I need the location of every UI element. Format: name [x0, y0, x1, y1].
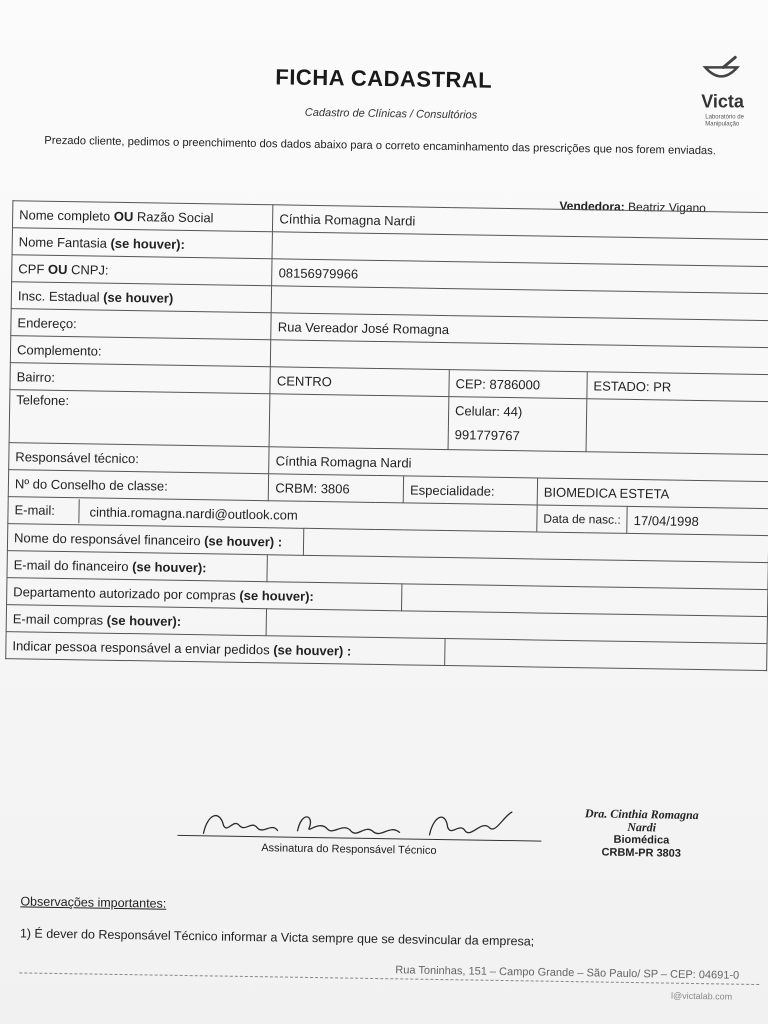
telefone-label: Telefone:	[9, 390, 270, 447]
telefone-field[interactable]	[269, 394, 448, 450]
stamp-name: Dra. Cinthia Romagna Nardi	[584, 806, 699, 835]
especialidade-label: Especialidade:	[403, 476, 537, 505]
celular-prefix: Celular: 44)	[454, 403, 523, 420]
observations-heading: Observações importantes:	[20, 894, 167, 911]
intro-text: Prezado cliente, pedimos o preenchimento dos dados abaixo para o correto encaminhamento das prescrições que nos forem enviadas.	[44, 134, 717, 158]
nasc-field[interactable]: 17/04/1998	[627, 506, 768, 535]
email-fin-label: E-mail do financeiro (se houver):	[7, 551, 268, 582]
page-title: FICHA CADASTRAL	[275, 64, 493, 93]
estado-field[interactable]: ESTADO: PR	[587, 372, 768, 402]
endereco-field[interactable]: Rua Vereador José Romagna	[271, 313, 768, 348]
nasc-label: Data de nasc.:	[537, 505, 628, 533]
bairro-field[interactable]: CENTRO	[270, 367, 449, 397]
responsavel-field[interactable]: Cínthia Romagna Nardi	[269, 447, 768, 482]
vendedora-value: Beatriz Vigano	[627, 199, 707, 216]
stamp-title: Biomédica	[613, 833, 670, 847]
professional-stamp	[571, 807, 712, 861]
signature-block	[173, 797, 544, 863]
email-compras-label: E-mail compras (se houver):	[6, 605, 267, 636]
nome-label: Nome completo OU Razão Social	[12, 201, 273, 232]
vendedora-label: Vendedora:	[559, 198, 625, 214]
especialidade-field[interactable]: BIOMEDICA ESTETA	[537, 478, 768, 509]
cpf-label: CPF OU CNPJ:	[12, 255, 273, 286]
page-subtitle: Cadastro de Clínicas / Consultórios	[304, 106, 478, 122]
logo-word: Victa	[701, 91, 744, 112]
conselho-field[interactable]: CRBM: 3806	[269, 474, 404, 503]
celular-field[interactable]	[448, 397, 587, 452]
victa-logo	[693, 49, 757, 129]
observation-item: 1) É dever do Responsável Técnico informar a Victa sempre que se desvincular da empresa;	[19, 926, 535, 949]
stamp-registration: CRBM-PR 3803	[601, 846, 682, 860]
depto-label: Departamento autorizado por compras (se houver):	[7, 578, 403, 611]
pedidos-label: Indicar pessoa responsável a enviar pedidos (se houver) :	[6, 632, 445, 666]
footer-email-fragment: l@victalab.com	[670, 990, 733, 1002]
footer-address: Rua Toninhas, 151 – Campo Grande – São Paulo/ SP – CEP: 04691-0	[395, 964, 740, 982]
celular-number: 991779767	[454, 427, 520, 444]
insc-label: Insc. Estadual (se houver)	[11, 282, 272, 313]
email-label: E-mail:	[8, 498, 79, 523]
email-field[interactable]: cinthia.romagna.nardi@outlook.com	[89, 503, 298, 523]
nome-field[interactable]: Cínthia Romagna Nardi	[273, 205, 768, 240]
signature-caption: Assinatura do Responsável Técnico	[261, 842, 437, 857]
resp-fin-label: Nome do responsável financeiro (se houver) :	[7, 524, 303, 556]
registration-form	[5, 200, 768, 671]
pedidos-field[interactable]	[445, 639, 767, 671]
complemento-label: Complemento:	[10, 336, 271, 367]
endereco-label: Endereço:	[11, 309, 272, 340]
responsavel-label: Responsável técnico:	[9, 443, 270, 474]
bairro-label: Bairro:	[10, 363, 271, 394]
cpf-field[interactable]: 08156979966	[272, 259, 768, 294]
conselho-label: Nº do Conselho de classe:	[8, 470, 269, 501]
mortar-icon	[701, 55, 741, 85]
cep-field[interactable]: CEP: 8786000	[449, 370, 587, 399]
telefone-extra-field[interactable]	[586, 399, 768, 455]
fantasia-label: Nome Fantasia (se houver):	[12, 228, 273, 259]
logo-subtitle: Laboratório de Manipulação	[705, 114, 744, 128]
